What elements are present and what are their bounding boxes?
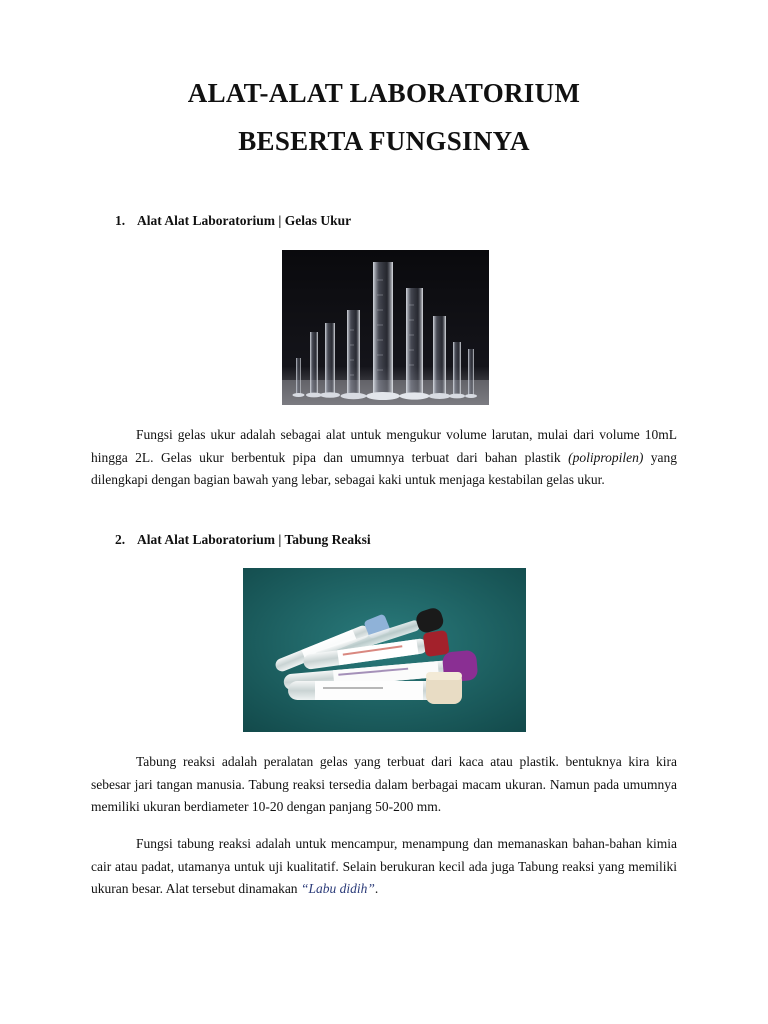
labu-didih-term: “Labu didih” (300, 881, 375, 897)
document-title-line-1: ALAT-ALAT LABORATORIUM (187, 78, 581, 108)
paragraph-text: yang dilengkapi dengan bagian bawah yang lebar, sebagai kaki untuk menjaga kestabilan gelas ukur. (91, 449, 677, 488)
paragraph-italic-term: (polipropilen) (568, 449, 644, 465)
test-tubes-image (243, 568, 526, 732)
document-title-line-2: BESERTA FUNGSINYA (238, 126, 530, 156)
paragraph-text: Fungsi tabung reaksi adalah untuk mencampur, menampung dan memanaskan bahan-bahan kimia cair atau padat, utamanya untuk uji kualitatif. Selain berukuran kecil ada juga Tabung reaksi yang memiliki ukuran besar. Alat tersebut dinamakan (91, 836, 677, 897)
section-1-number: 1. (115, 213, 126, 228)
graduated-cylinders-image (282, 250, 489, 405)
section-2-heading (115, 532, 371, 548)
section-1-heading-text: Alat Alat Laboratorium | Gelas Ukur (137, 213, 352, 228)
section-1-heading (115, 213, 351, 229)
paragraph-text: . (374, 881, 379, 897)
section-2-heading-text: Alat Alat Laboratorium | Tabung Reaksi (137, 532, 371, 547)
section-1-paragraph-1 (91, 424, 677, 492)
paragraph-text: Fungsi gelas ukur adalah sebagai alat untuk mengukur volume larutan, mulai dari volume 10mL hingga 2L. Gelas ukur berbentuk pipa dan umumnya terbuat dari bahan plastik (91, 427, 677, 465)
section-2-number: 2. (115, 532, 126, 547)
section-2-paragraph-2 (91, 833, 677, 901)
section-2-paragraph-1: Tabung reaksi adalah peralatan gelas yang terbuat dari kaca atau plastik. bentuknya kira kira sebesar jari tangan manusia. Tabung reaksi tersedia dalam berbagai macam ukuran. Namun pada umumnya memiliki ukuran berdiameter 10-20 dengan panjang 50-200 mm. (91, 754, 677, 815)
